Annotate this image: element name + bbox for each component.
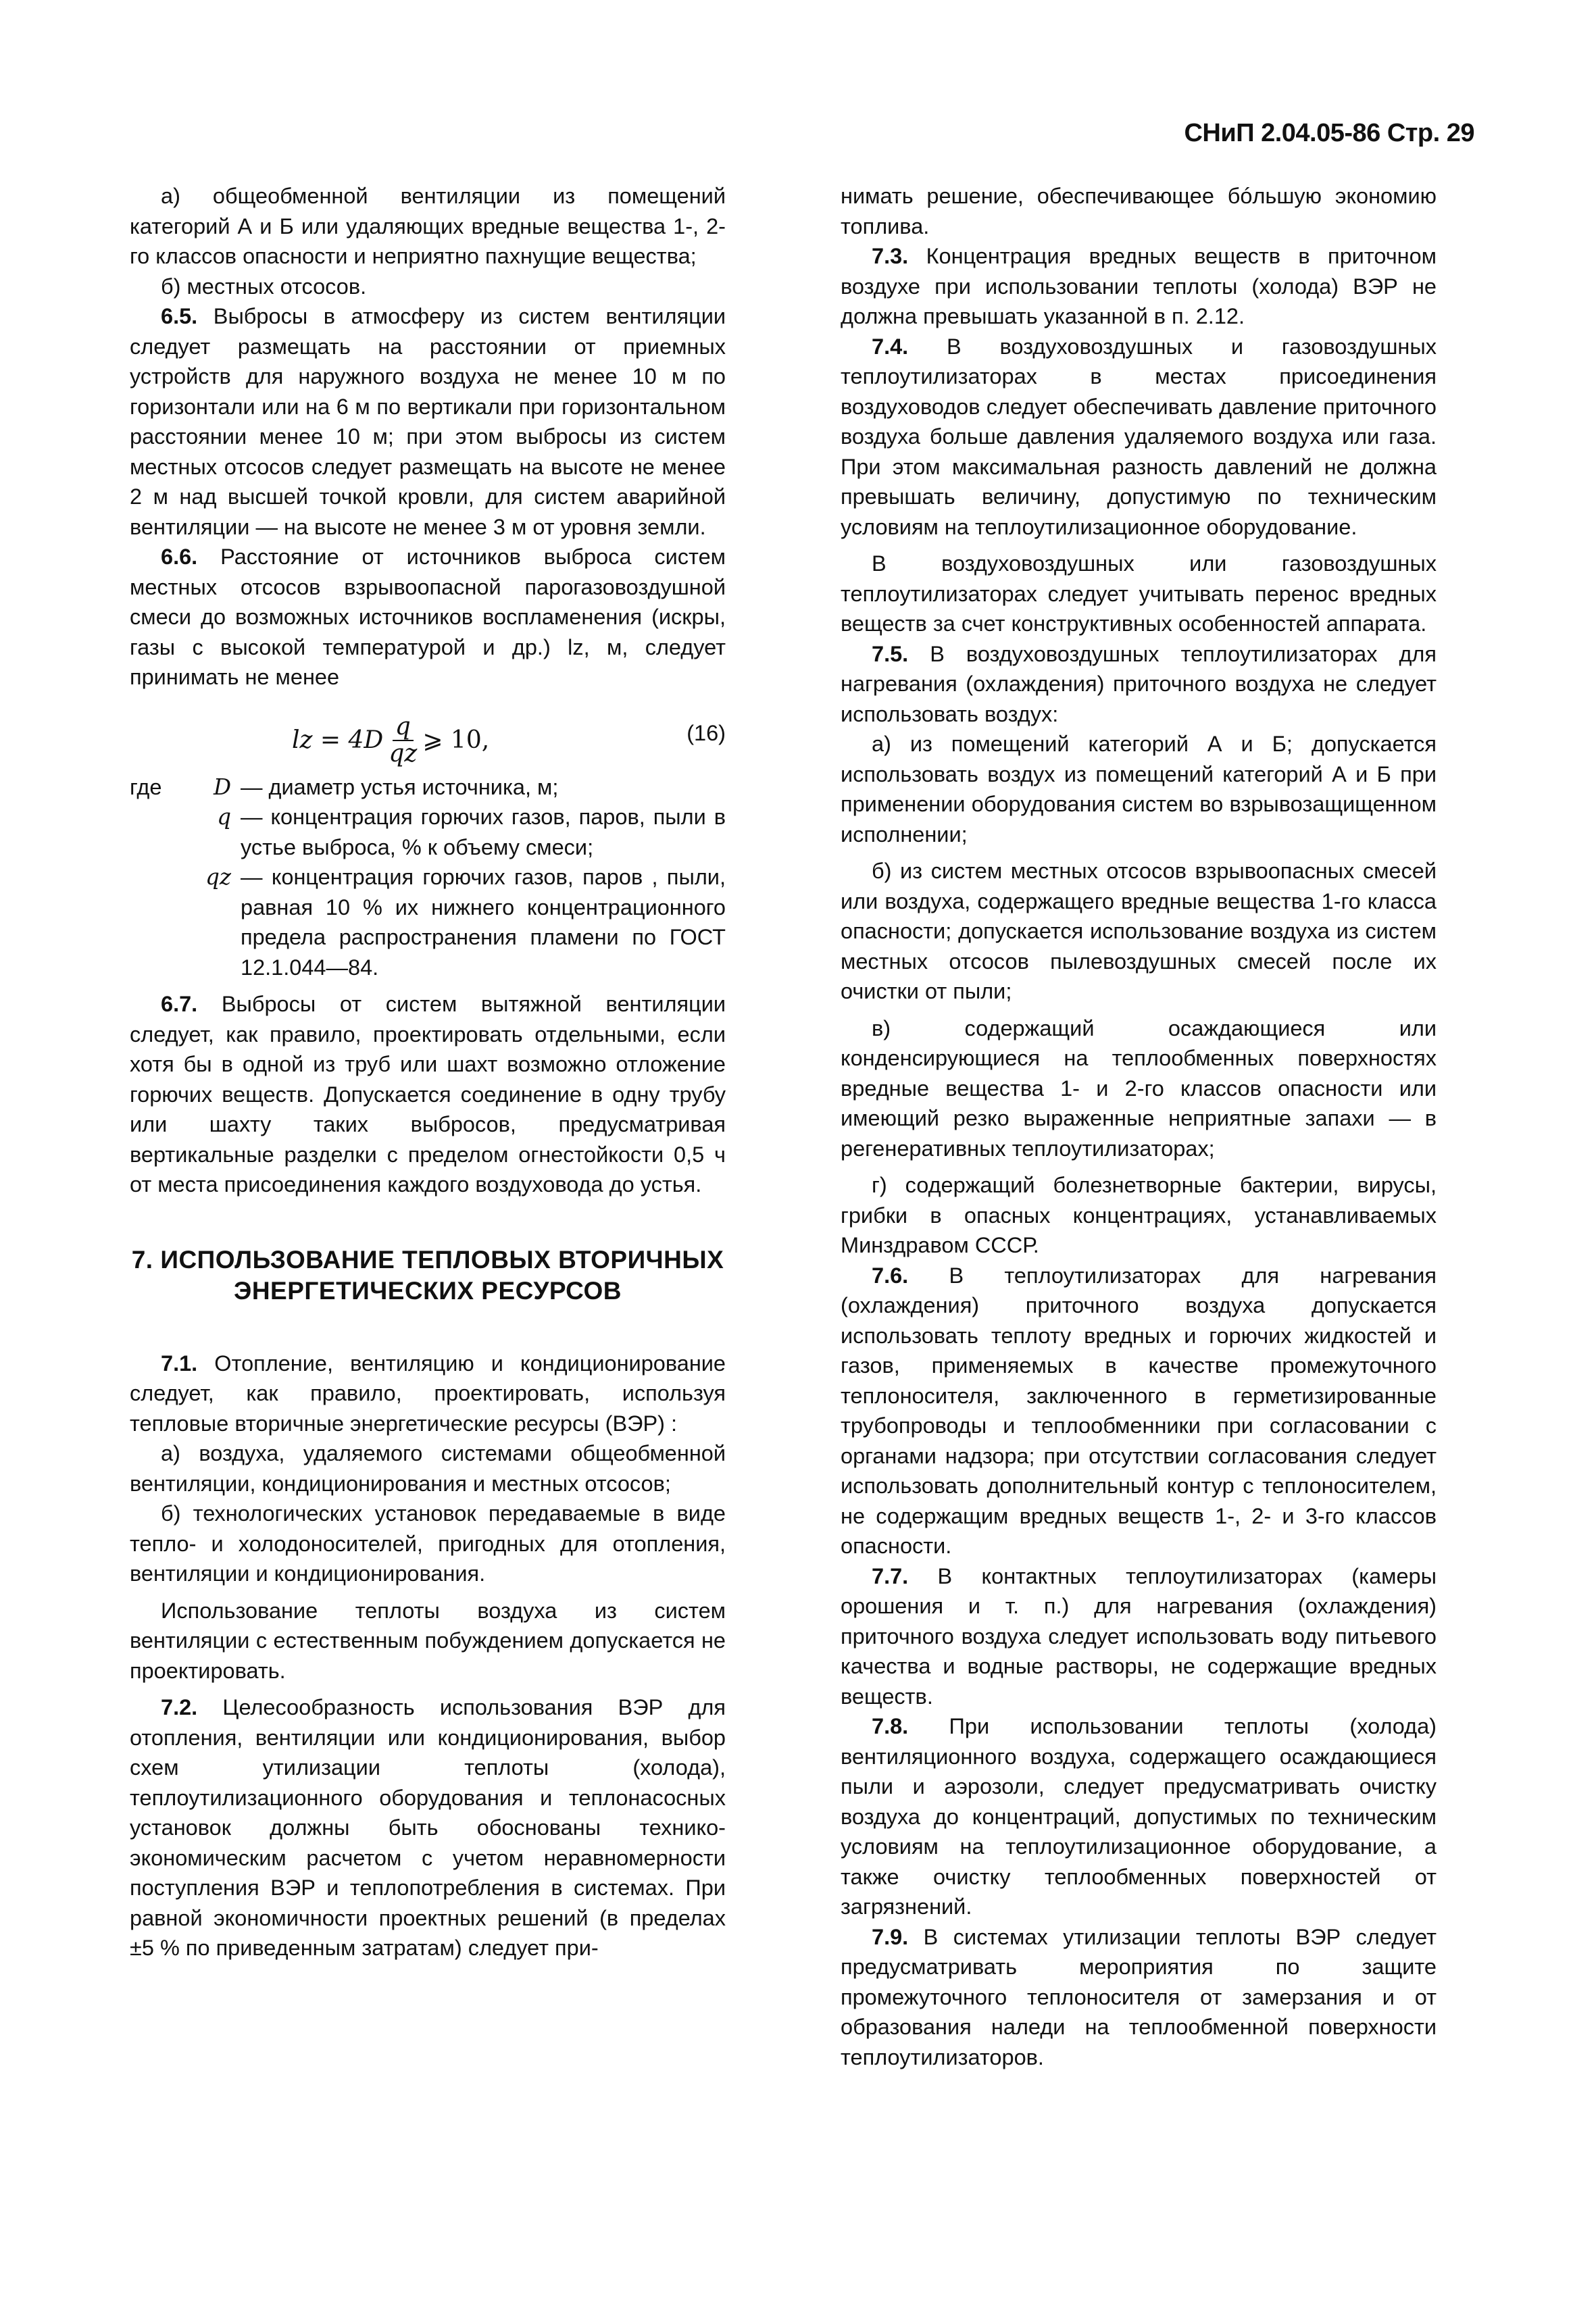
clause-text: В контактных теплоутилизаторах (камеры орошения и т. п.) для нагревания (охлаждения) приточного воздуха следует использовать воду питьевого качества и водные растворы, не содержащие вредных веществ. <box>841 1563 1437 1709</box>
clause-6-6 <box>130 542 726 693</box>
paragraph: б) технологических установок передаваемые в виде тепло- и холодоносителей, пригодных для отопления, вентиляции и кондиционирования. <box>130 1501 726 1586</box>
clause-7-7 <box>841 1561 1437 1712</box>
where-text: — диаметр устья источника, м; <box>241 774 559 799</box>
clause-text: При использовании теплоты (холода) вентиляционного воздуха, содержащего осаждающиеся пыли и аэрозоли, следует предусматривать очистку воздуха до концентраций, допустимых по техническим условиям на теплоутилизационное оборудование, а также очистку теплообменных поверхностей от загрязнений. <box>841 1714 1437 1919</box>
clause-number: 7.2. <box>161 1695 198 1719</box>
clause-text: Отопление, вентиляцию и кондиционирование следует, как правило, проектировать, используя тепловые вторичные энергетические ресурсы (ВЭР) : <box>130 1351 726 1436</box>
formula-rhs: ⩾ 10, <box>422 726 490 754</box>
section-title <box>130 1244 726 1307</box>
page-header: СНиП 2.04.05-86 Стр. 29 <box>1184 119 1474 147</box>
right-column <box>841 181 1437 2072</box>
clause-number: 7.7. <box>872 1563 909 1588</box>
section-title-line: 7. ИСПОЛЬЗОВАНИЕ ТЕПЛОВЫХ ВТОРИЧНЫХ <box>131 1245 724 1274</box>
where-text: — концентрация горючих газов, паров , пыли, равная 10 % их нижнего концентрационного предела распространения пламени по ГОСТ 12.1.044—84. <box>241 865 726 980</box>
clause-text: В системах утилизации теплоты ВЭР следует предусматривать мероприятия по защите промежуточного теплоносителя от замерзания и от образования наледи на теплообменной поверхности теплоутилизаторов. <box>841 1924 1437 2069</box>
formula <box>292 714 489 767</box>
section-title-line: ЭНЕРГЕТИЧЕСКИХ РЕСУРСОВ <box>234 1276 622 1305</box>
paragraph: Использование теплоты воздуха из систем вентиляции с естественным побуждением допускается не проектировать. <box>130 1598 726 1683</box>
clause-6-7 <box>130 989 726 1200</box>
paragraph: б) местных отсосов. <box>161 274 367 299</box>
formula-numerator: q <box>393 714 414 741</box>
clause-number: 7.1. <box>161 1351 198 1376</box>
clause-7-8 <box>841 1711 1437 1922</box>
clause-7-2 <box>130 1692 726 1963</box>
clause-6-5 <box>130 301 726 542</box>
clause-text: Выбросы в атмосферу из систем вентиляции следует размещать на расстоянии от приемных устройств для наружного воздуха не менее 10 м по горизонтали или на 6 м по вертикали при горизонтальном расстоянии менее 10 м; при этом выбросы из систем местных отсосов следует размещать на высоте не менее 2 м над высшей точкой кровли, для систем аварийной вентиляции — на высоте не менее 3 м от уровня земли. <box>130 304 726 539</box>
formula-fraction <box>389 714 417 767</box>
clause-text: Целесообразность использования ВЭР для отопления, вентиляции или кондиционирования, выбор схем утилизации теплоты (холода), теплоутилизационного оборудования и теплонасосных установок должны быть обоснованы технико-экономическим расчетом с учетом неравномерности поступления ВЭР и теплопотребления в системах. При равной экономичности проектных решений (в пределах ±5 % по приведенным затратам) следует при- <box>130 1695 726 1960</box>
clause-text: В воздуховоздушных и газовоздушных теплоутилизаторах в местах присоединения воздуховодов следует обеспечивать давление приточного воздуха больше давления удаляемого воздуха или газа. При этом максимальная разность давлений не должна превышать величину, допустимую по техническим условиям на теплоутилизационное оборудование. <box>841 334 1437 539</box>
formula-lhs: lz = 4D <box>292 726 384 754</box>
formula-number: (16) <box>687 720 726 745</box>
clause-text: Расстояние от источников выброса систем местных отсосов взрывоопасной парогазовоздушной смеси до возможных источников воспламенения (искры, газы с высокой температурой и др.) lz, м, следует принимать не менее <box>130 545 726 689</box>
formula-16 <box>130 702 726 768</box>
clause-number: 7.9. <box>872 1924 909 1949</box>
clause-number: 7.8. <box>872 1714 909 1738</box>
left-column <box>130 181 726 1963</box>
clause-text: В теплоутилизаторах для нагревания (охлаждения) приточного воздуха допускается использовать теплоту вредных и горючих жидкостей и газов, применяемых в качестве промежуточного теплоносителя, заключенного в герметизированные трубопроводы и теплообменники при согласовании с органами надзора; при отсутствии согласования следует использовать дополнительный контур с теплоносителем, не содержащим вредных веществ 1-, 2- и 3-го классов опасности. <box>841 1263 1437 1558</box>
clause-number: 6.7. <box>161 992 198 1016</box>
paragraph: а) из помещений категорий А и Б; допускается использовать воздух из помещений категорий А и Б при применении оборудования систем во взрывозащищенном исполнении; <box>841 732 1437 847</box>
clause-number: 7.5. <box>872 641 909 666</box>
clause-number: 6.6. <box>161 545 198 569</box>
clause-7-9 <box>841 1922 1437 2073</box>
clause-text: В воздуховоздушных теплоутилизаторах для нагревания (охлаждения) приточного воздуха не следует использовать воздух: <box>841 641 1437 726</box>
clause-number: 7.4. <box>872 334 909 359</box>
paragraph: б) из систем местных отсосов взрывоопасных смесей или воздуха, содержащего вредные вещества 1-го класса опасности; допускается использование воздуха из систем местных отсосов пылевоздушных смесей после их очистки от пыли; <box>841 859 1437 1003</box>
clause-7-5 <box>841 639 1437 730</box>
clause-7-4 <box>841 332 1437 543</box>
clause-number: 6.5. <box>161 304 198 328</box>
paragraph: а) общеобменной вентиляции из помещений категорий А и Б или удаляющих вредные вещества 1-, 2-го классов опасности и неприятно пахнущие вещества; <box>130 184 726 268</box>
paragraph: В воздуховоздушных или газовоздушных теплоутилизаторах следует учитывать перенос вредных веществ за счет конструктивных особенностей аппарата. <box>841 551 1437 636</box>
where-text: — концентрация горючих газов, паров, пыли в устье выброса, % к объему смеси; <box>241 805 726 859</box>
formula-denominator: qz <box>389 739 418 768</box>
clause-7-1 <box>130 1349 726 1439</box>
clause-text: Выбросы от систем вытяжной вентиляции следует, как правило, проектировать отдельными, если хотя бы в одной из труб или шахт возможно отложение горючих веществ. Допускается соединение в одну трубу или шахту таких выбросов, предусматривая вертикальные разделки с пределом огнестойкости 0,5 ч от места присоединения каждого воздуховода до устья. <box>130 992 726 1197</box>
where-definitions <box>130 772 726 983</box>
paragraph: нимать решение, обеспечивающее бóльшую экономию топлива. <box>841 184 1437 238</box>
where-symbol: qz <box>205 864 231 890</box>
paragraph: в) содержащий осаждающиеся или конденсирующиеся на теплообменных поверхностях вредные вещества 1- и 2-го классов опасности или имеющий резко выраженные неприятные запахи — в регенеративных теплоутилизаторах; <box>841 1015 1437 1161</box>
where-symbol: q <box>217 804 231 830</box>
where-label: где <box>130 774 162 799</box>
clause-number: 7.3. <box>872 244 909 268</box>
clause-7-3 <box>841 241 1437 332</box>
clause-number: 7.6. <box>872 1263 909 1288</box>
paragraph: а) воздуха, удаляемого системами общеобменной вентиляции, кондиционирования и местных отсосов; <box>130 1441 726 1496</box>
clause-7-6 <box>841 1261 1437 1561</box>
paragraph: г) содержащий болезнетворные бактерии, вирусы, грибки в опасных концентрациях, устанавливаемых Минздравом СССР. <box>841 1173 1437 1257</box>
where-symbol: D <box>213 774 231 800</box>
clause-text: Концентрация вредных веществ в приточном воздухе при использовании теплоты (холода) ВЭР не должна превышать указанной в п. 2.12. <box>841 244 1437 328</box>
